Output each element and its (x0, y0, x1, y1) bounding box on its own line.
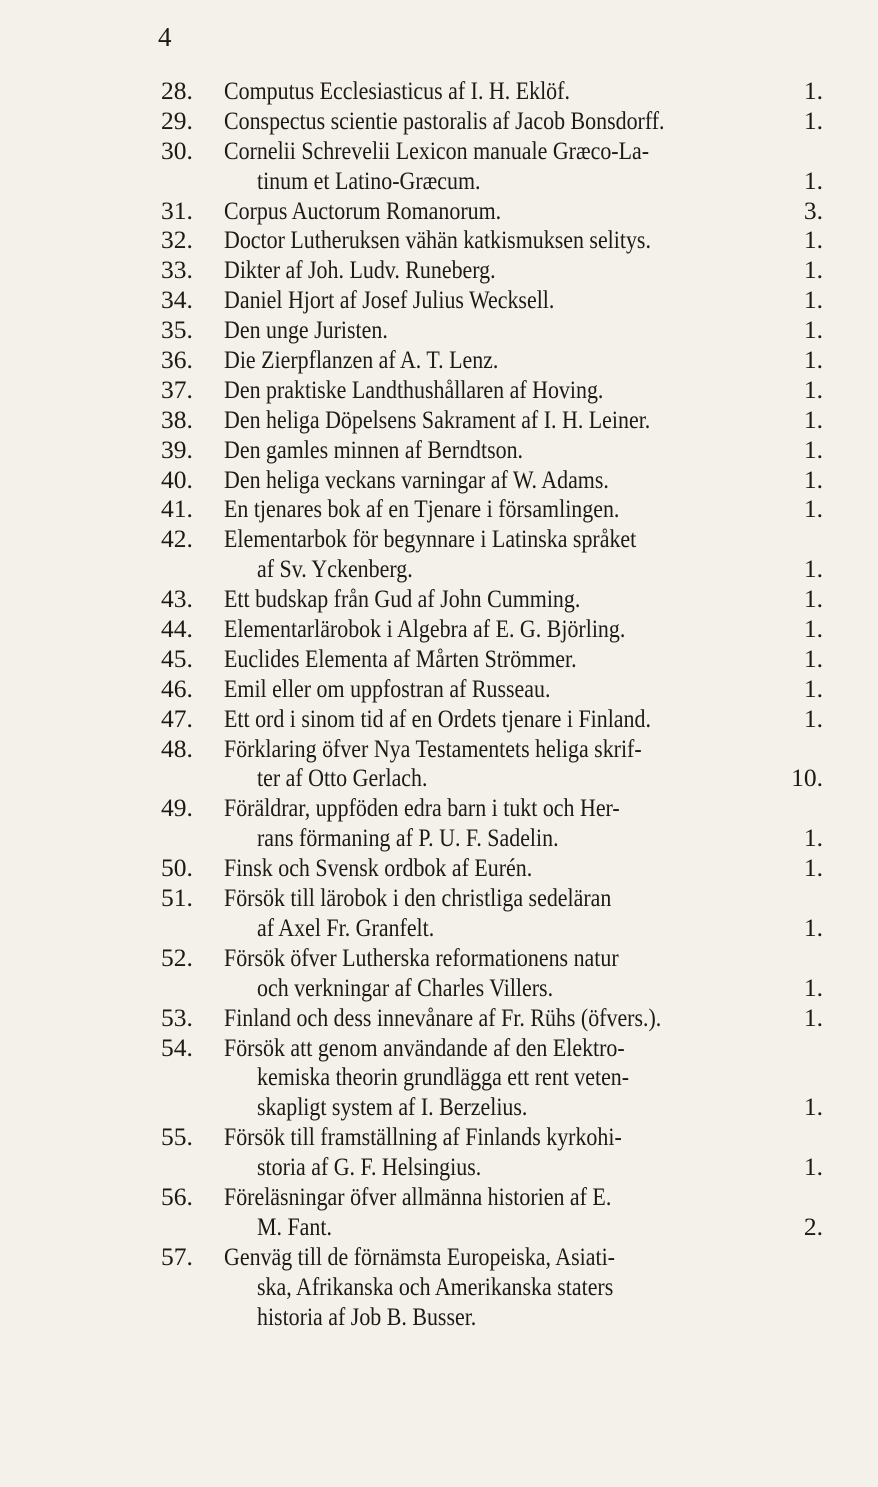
entry-title: Cornelii Schrevelii Lexicon manuale Græco-La- (224, 135, 650, 165)
list-item (0, 345, 878, 375)
list-item (0, 524, 878, 584)
entry-number: 54. (161, 1032, 193, 1062)
entry-line (0, 76, 878, 106)
entry-number: 52. (161, 942, 193, 972)
entry-quantity: 1. (803, 1002, 823, 1032)
entry-title: Föreläsningar öfver allmänna historien af E. (224, 1181, 612, 1211)
entry-line (0, 584, 878, 614)
entry-quantity: 1. (803, 345, 823, 375)
entry-line (0, 674, 878, 704)
entry-line (0, 614, 878, 644)
entry-title: storia af G. F. Helsingius. (257, 1152, 482, 1182)
entry-title: Die Zierpflanzen af A. T. Lenz. (224, 345, 499, 375)
entry-quantity: 1. (803, 285, 823, 315)
entry-quantity: 1. (803, 315, 823, 345)
entry-number: 47. (161, 703, 193, 733)
entry-number: 43. (161, 584, 193, 614)
entry-number: 44. (161, 614, 193, 644)
entry-line (0, 1092, 878, 1122)
list-item (0, 704, 878, 734)
page-number: 4 (158, 22, 172, 52)
entry-number: 30. (161, 135, 193, 165)
entry-number: 50. (161, 853, 193, 883)
entry-number: 49. (161, 793, 193, 823)
entry-line (0, 435, 878, 465)
entry-title: Daniel Hjort af Josef Julius Wecksell. (224, 285, 555, 315)
entry-quantity: 1. (803, 165, 823, 195)
list-item (0, 614, 878, 644)
entry-number: 35. (161, 315, 193, 345)
entry-line (0, 375, 878, 405)
list-item (0, 883, 878, 943)
entry-title: Den heliga Döpelsens Sakrament af I. H. Leiner. (224, 404, 651, 434)
entry-quantity: 3. (803, 195, 823, 225)
entry-number: 57. (161, 1241, 193, 1271)
entry-line (0, 823, 878, 853)
entry-line (0, 853, 878, 883)
entry-line (0, 973, 878, 1003)
entry-line (0, 1122, 878, 1152)
list-item (0, 196, 878, 226)
list-item (0, 106, 878, 136)
entry-title: Genväg till de förnämsta Europeiska, Asiati- (224, 1241, 615, 1271)
entry-quantity: 1. (803, 1092, 823, 1122)
entry-quantity: 1. (803, 255, 823, 285)
entry-line (0, 106, 878, 136)
entry-line (0, 225, 878, 255)
entry-quantity: 1. (803, 404, 823, 434)
list-item (0, 435, 878, 465)
entry-line (0, 554, 878, 584)
entry-number: 36. (161, 345, 193, 375)
entry-title: En tjenares bok af en Tjenare i församlingen. (224, 494, 620, 524)
entry-line (0, 285, 878, 315)
list-item (0, 315, 878, 345)
entry-title: af Axel Fr. Granfelt. (257, 912, 435, 942)
entry-title: Conspectus scientie pastoralis af Jacob Bonsdorff. (224, 105, 665, 135)
entry-line (0, 1302, 878, 1332)
list-item (0, 793, 878, 853)
entry-title: Försök till framställning af Finlands kyrkohi- (224, 1122, 622, 1152)
list-item (0, 76, 878, 106)
entry-line (0, 913, 878, 943)
entry-title: Corpus Auctorum Romanorum. (224, 195, 502, 225)
entry-title: Försök öfver Lutherska reformationens natur (224, 942, 619, 972)
entry-line (0, 315, 878, 345)
entry-number: 45. (161, 643, 193, 673)
entry-title: Försök till lärobok i den christliga sedeläran (224, 883, 612, 913)
entry-quantity: 1. (803, 584, 823, 614)
entry-quantity: 1. (803, 972, 823, 1002)
entry-number: 48. (161, 733, 193, 763)
entry-title: Elementarlärobok i Algebra af E. G. Björling. (224, 614, 626, 644)
entry-line (0, 1062, 878, 1092)
entry-title: ska, Afrikanska och Amerikanska staters (257, 1271, 614, 1301)
entry-number: 42. (161, 524, 193, 554)
list-item (0, 1242, 878, 1332)
entry-title: ter af Otto Gerlach. (257, 763, 428, 793)
entry-number: 51. (161, 883, 193, 913)
entry-line (0, 465, 878, 495)
entry-line (0, 255, 878, 285)
entry-title: rans förmaning af P. U. F. Sadelin. (257, 823, 559, 853)
entry-title: Doctor Lutheruksen vähän katkismuksen selitys. (224, 225, 651, 255)
entry-title: Finsk och Svensk ordbok af Eurén. (224, 853, 533, 883)
entry-number: 56. (161, 1181, 193, 1211)
entry-title: Förklaring öfver Nya Testamentets heliga skrif- (224, 733, 642, 763)
entry-number: 33. (161, 255, 193, 285)
entry-line (0, 405, 878, 435)
entry-quantity: 1. (803, 614, 823, 644)
entry-title: Emil eller om uppfostran af Russeau. (224, 673, 551, 703)
entry-quantity: 1. (803, 554, 823, 584)
list-item (0, 1122, 878, 1182)
entry-title: kemiska theorin grundlägga ett rent veten- (257, 1062, 630, 1092)
entry-title: Dikter af Joh. Ludv. Runeberg. (224, 255, 496, 285)
entry-line (0, 1003, 878, 1033)
list-item (0, 1033, 878, 1123)
entry-number: 28. (161, 76, 193, 105)
entry-number: 38. (161, 404, 193, 434)
entry-quantity: 1. (803, 1152, 823, 1182)
entry-quantity: 1. (803, 912, 823, 942)
entry-line (0, 1182, 878, 1212)
entry-title: Ett budskap från Gud af John Cumming. (224, 584, 581, 614)
entry-quantity: 1. (803, 823, 823, 853)
entry-quantity: 1. (803, 494, 823, 524)
list-item (0, 1003, 878, 1033)
entry-line (0, 883, 878, 913)
entry-number: 37. (161, 374, 193, 404)
entry-title: Föräldrar, uppföden edra barn i tukt och Her- (224, 793, 620, 823)
list-item (0, 943, 878, 1003)
list-item (0, 465, 878, 495)
list-item (0, 255, 878, 285)
entry-quantity: 10. (791, 763, 823, 793)
entry-quantity: 1. (803, 76, 823, 105)
entry-line (0, 1152, 878, 1182)
entry-title: af Sv. Yckenberg. (257, 554, 413, 584)
book-list (0, 76, 878, 1331)
entry-line (0, 1212, 878, 1242)
entry-quantity: 1. (803, 464, 823, 494)
entry-line (0, 1033, 878, 1063)
entry-number: 34. (161, 285, 193, 315)
entry-quantity: 1. (803, 673, 823, 703)
entry-line (0, 704, 878, 734)
entry-line (0, 136, 878, 166)
entry-title: Den heliga veckans varningar af W. Adams. (224, 464, 609, 494)
entry-title: och verkningar af Charles Villers. (257, 972, 554, 1002)
entry-line (0, 763, 878, 793)
list-item (0, 734, 878, 794)
entry-number: 29. (161, 105, 193, 135)
entry-line (0, 1242, 878, 1272)
entry-quantity: 1. (803, 374, 823, 404)
entry-number: 55. (161, 1122, 193, 1152)
entry-quantity: 1. (803, 703, 823, 733)
entry-line (0, 644, 878, 674)
entry-line (0, 524, 878, 554)
entry-number: 53. (161, 1002, 193, 1032)
entry-number: 46. (161, 673, 193, 703)
entry-title: tinum et Latino-Græcum. (257, 165, 481, 195)
entry-title: Elementarbok för begynnare i Latinska språket (224, 524, 637, 554)
list-item (0, 285, 878, 315)
entry-title: M. Fant. (257, 1211, 332, 1241)
entry-title: Försök att genom användande af den Elektro- (224, 1032, 625, 1062)
entry-number: 41. (161, 494, 193, 524)
entry-quantity: 1. (803, 105, 823, 135)
list-item (0, 136, 878, 196)
entry-title: Finland och dess innevånare af Fr. Rühs (öfvers.). (224, 1002, 662, 1032)
entry-line (0, 943, 878, 973)
entry-title: Ett ord i sinom tid af en Ordets tjenare i Finland. (224, 703, 651, 733)
entry-quantity: 1. (803, 853, 823, 883)
entry-line (0, 793, 878, 823)
list-item (0, 584, 878, 614)
entry-quantity: 1. (803, 643, 823, 673)
list-item (0, 225, 878, 255)
entry-title: skapligt system af I. Berzelius. (257, 1092, 528, 1122)
list-item (0, 405, 878, 435)
entry-title: Den gamles minnen af Berndtson. (224, 434, 524, 464)
entry-line (0, 1272, 878, 1302)
entry-quantity: 1. (803, 225, 823, 255)
entry-title: Den unge Juristen. (224, 315, 388, 345)
entry-number: 39. (161, 434, 193, 464)
entry-line (0, 196, 878, 226)
entry-number: 32. (161, 225, 193, 255)
entry-number: 40. (161, 464, 193, 494)
list-item (0, 853, 878, 883)
entry-title: historia af Job B. Busser. (257, 1301, 477, 1331)
entry-line (0, 494, 878, 524)
entry-quantity: 1. (803, 434, 823, 464)
entry-quantity: 2. (803, 1211, 823, 1241)
entry-line (0, 166, 878, 196)
entry-number: 31. (161, 195, 193, 225)
list-item (0, 1182, 878, 1242)
list-item (0, 375, 878, 405)
entry-title: Computus Ecclesiasticus af I. H. Eklöf. (224, 76, 570, 105)
entry-title: Den praktiske Landthushållaren af Hoving. (224, 374, 604, 404)
entry-line (0, 345, 878, 375)
list-item (0, 494, 878, 524)
entry-title: Euclides Elementa af Mårten Strömmer. (224, 643, 577, 673)
list-item (0, 644, 878, 674)
entry-line (0, 734, 878, 764)
list-item (0, 674, 878, 704)
